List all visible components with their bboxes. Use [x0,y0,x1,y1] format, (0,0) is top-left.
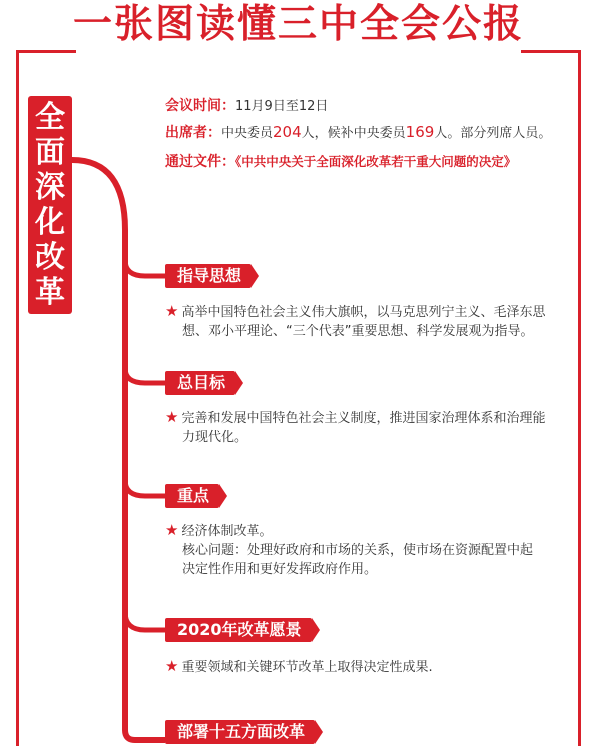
section-line: 高举中国特色社会主义伟大旗帜，以马克思列宁主义、毛泽东思 [181,305,546,320]
banner-char: 面 [35,135,65,170]
attendees-text: 人，候补中央委员 [301,126,406,141]
star-icon: ★ [165,408,179,426]
section-tag: 2020年改革愿景 [165,618,312,642]
banner-char: 化 [35,205,65,240]
star-icon: ★ [165,657,179,675]
section-tag: 部署十五方面改革 [165,720,315,744]
attendees-number: 204 [273,123,302,141]
section-tag: 总目标 [165,371,235,395]
section-line: 想、邓小平理论、“三个代表”重要思想、科学发展观为指导。 [182,324,534,339]
vertical-banner [28,96,72,314]
star-icon: ★ [165,521,179,539]
banner-char: 革 [35,275,65,310]
attendees-text: 人。部分列席人员。 [434,126,552,141]
meeting-time-value: 11月9日至12日 [235,99,329,114]
section-body [165,408,585,447]
banner-char: 深 [35,170,65,205]
banner-char: 改 [35,240,65,275]
document-label: 通过文件： [165,154,235,170]
meeting-time-label: 会议时间： [165,98,235,114]
meeting-time [165,95,328,115]
section-tag: 指导思想 [165,264,251,288]
section-line: 重要领域和关键环节改革上取得决定性成果. [181,660,433,675]
section-line: 核心问题：处理好政府和市场的关系，使市场在资源配置中起 [182,543,534,558]
section-line: 力现代化。 [182,430,248,445]
section-tag: 重点 [165,484,219,508]
section-body [165,657,585,677]
section-line: 经济体制改革。 [181,524,273,539]
banner-char: 全 [35,100,65,135]
section-line: 完善和发展中国特色社会主义制度，推进国家治理体系和治理能 [181,411,546,426]
alternates-number: 169 [405,123,435,141]
section-body [165,521,585,579]
section-body [165,302,585,341]
attendees-label: 出席者： [165,125,221,141]
page-title: 一张图读懂三中全会公报 [72,2,524,47]
meeting-document [165,151,516,171]
star-icon: ★ [165,302,179,320]
section-line: 决定性作用和更好发挥政府作用。 [182,562,378,577]
attendees-text: 中央委员 [221,126,274,141]
meeting-attendees [165,122,551,142]
document-value: 《中共中央关于全面深化改革若干重大问题的决定》 [235,154,517,169]
